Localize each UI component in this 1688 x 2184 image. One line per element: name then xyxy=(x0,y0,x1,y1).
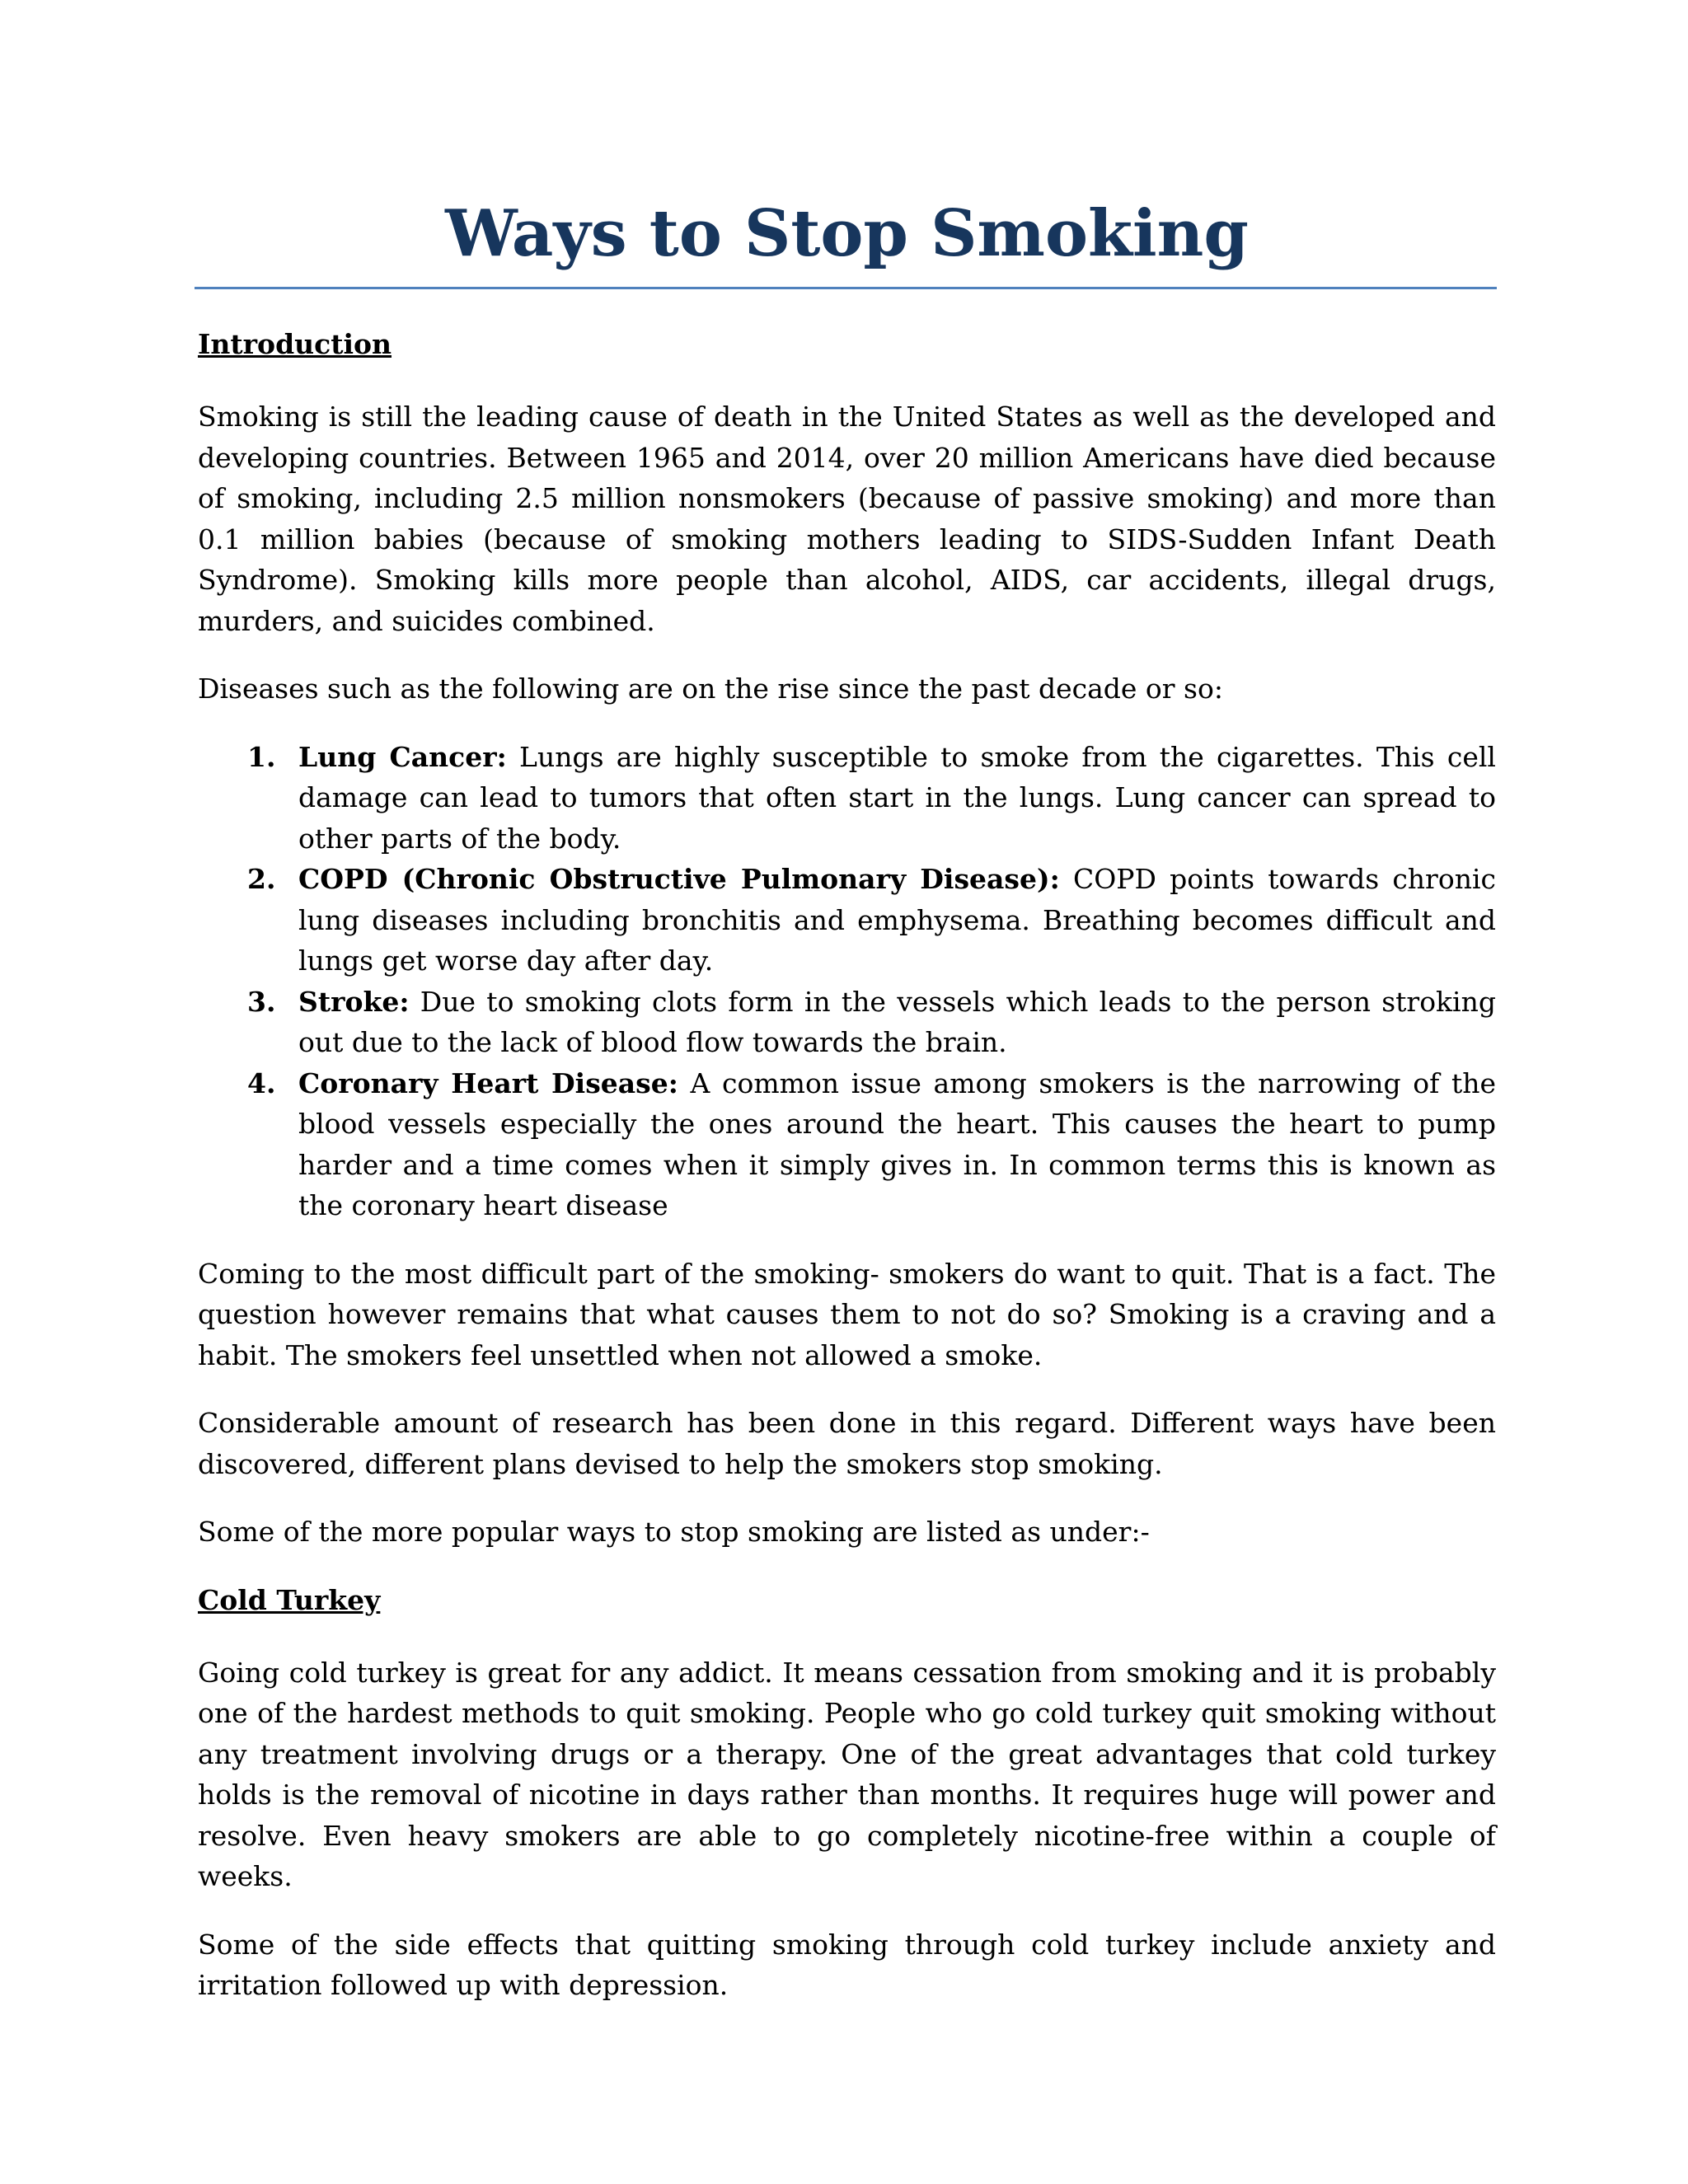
list-item xyxy=(198,982,1496,1063)
list-item-term: Stroke: xyxy=(298,985,410,1018)
intro-paragraph-1: Smoking is still the leading cause of death in the United States as well as the developed and developing countries. Between 1965 and 2014, over 20 million Americans have died because of smoking, including 2.5 million nonsmokers (because of passive smoking) and more than 0.1 million babies (because of smoking mothers leading to SIDS-Sudden Infant Death Syndrome). Smoking kills more people than alcohol, AIDS, car accidents, illegal drugs, murders, and suicides combined. xyxy=(198,401,1496,637)
list-item-term: Lung Cancer: xyxy=(298,740,507,773)
list-item-number: 2. xyxy=(247,863,276,895)
body-paragraph-4: Considerable amount of research has been done in this regard. Different ways have been discovered, different plans devised to help the smokers stop smoking. xyxy=(198,1407,1496,1480)
list-item-text: Lungs are highly susceptible to smoke from the cigarettes. This cell damage can lead to tumors that often start in the lungs. Lung cancer can spread to other parts of the body. xyxy=(298,740,1496,855)
list-item xyxy=(198,737,1496,860)
body-paragraph-3: Coming to the most difficult part of the smoking- smokers do want to quit. That is a fact. The question however remains that what causes them to not do so? Smoking is a craving and a habit. The smokers feel unsettled when not allowed a smoke. xyxy=(198,1257,1496,1371)
cold-turkey-paragraph-2: Some of the side effects that quitting smoking through cold turkey include anxiety and irritation followed up with depression. xyxy=(198,1928,1496,2001)
list-item-number: 4. xyxy=(247,1066,276,1099)
list-item-number: 3. xyxy=(247,985,276,1018)
document-title: Ways to Stop Smoking xyxy=(445,196,1249,271)
list-item-text: A common issue among smokers is the narrowing of the blood vessels especially the ones around the heart. This causes the heart to pump harder and a time comes when it simply gives in. In common terms this is known as the coronary heart disease xyxy=(298,1066,1497,1221)
intro-paragraph-2: Diseases such as the following are on the rise since the past decade or so: xyxy=(198,673,1223,705)
body-paragraph-5: Some of the more popular ways to stop smoking are listed as under:- xyxy=(198,1516,1150,1548)
list-item-number: 1. xyxy=(247,740,276,773)
diseases-list xyxy=(198,737,1496,1226)
list-item-term: Coronary Heart Disease: xyxy=(298,1066,678,1099)
intro-heading: Introduction xyxy=(198,328,392,360)
list-item xyxy=(198,1063,1496,1226)
document-page xyxy=(198,190,1496,2006)
cold-turkey-heading: Cold Turkey xyxy=(198,1583,381,1616)
list-item xyxy=(198,859,1496,982)
cold-turkey-paragraph-1: Going cold turkey is great for any addict. It means cessation from smoking and it is probably one of the hardest methods to quit smoking. People who go cold turkey quit smoking without any treatment involving drugs or a therapy. One of the great advantages that cold turkey holds is the removal of nicotine in days rather than months. It requires huge will power and resolve. Even heavy smokers are able to go completely nicotine-free within a couple of weeks. xyxy=(198,1656,1496,1892)
list-item-term: COPD (Chronic Obstructive Pulmonary Disease): xyxy=(298,863,1060,895)
list-item-text: COPD points towards chronic lung diseases including bronchitis and emphysema. Breathing becomes difficult and lungs get worse day after day. xyxy=(298,863,1496,977)
list-item-text: Due to smoking clots form in the vessels which leads to the person stroking out due to the lack of blood flow towards the brain. xyxy=(298,985,1496,1058)
